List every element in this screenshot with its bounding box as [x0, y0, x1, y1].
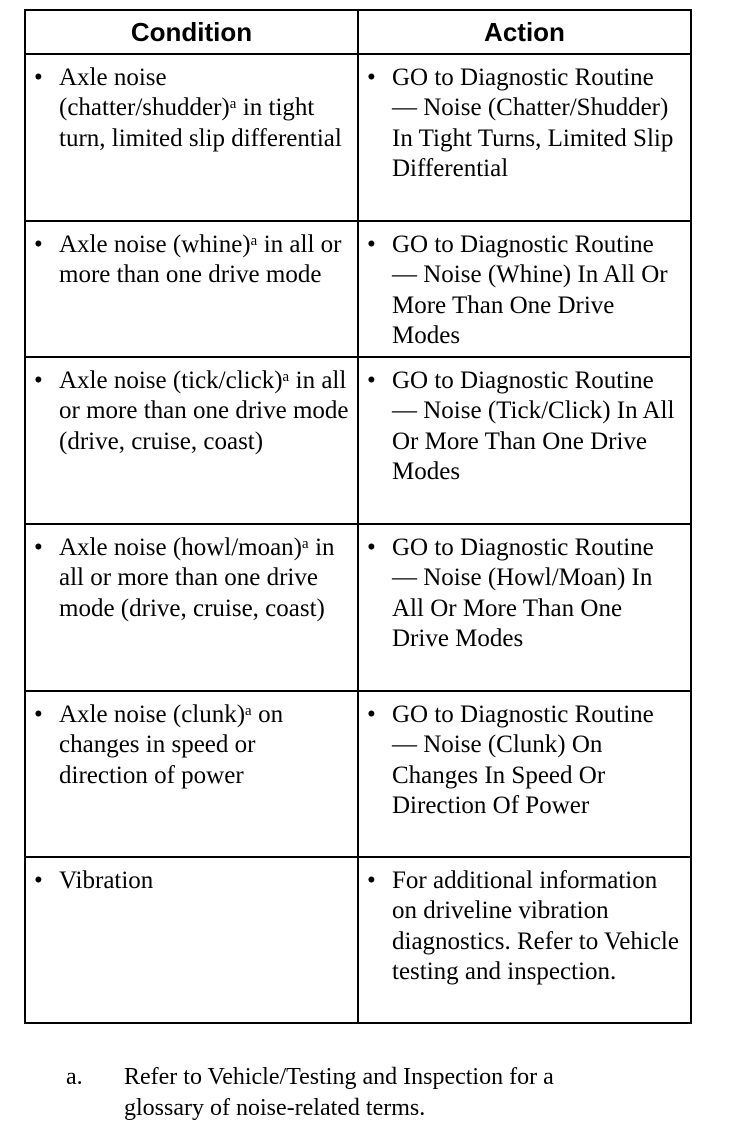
action-text: GO to Diagnostic Routine — Noise (Howl/Moan) In All Or More Than One Drive Modes: [392, 534, 654, 652]
table-row: [25, 857, 691, 1023]
condition-text: Vibration: [59, 867, 154, 894]
action-cell: [358, 357, 691, 524]
condition-cell: [25, 857, 358, 1023]
condition-cell: [25, 357, 358, 524]
condition-text: Axle noise (chatter/shudder)ᵃ in tight turn, limited slip differential: [59, 64, 342, 152]
table-row: [25, 357, 691, 524]
bullet-icon: •: [34, 231, 43, 258]
bullet-icon: •: [367, 701, 376, 728]
condition-cell: [25, 221, 358, 357]
bullet-icon: •: [34, 701, 43, 728]
action-cell: [358, 857, 691, 1023]
condition-cell: [25, 524, 358, 691]
bullet-icon: •: [34, 867, 43, 894]
condition-column-header: Condition: [25, 10, 358, 54]
condition-text: Axle noise (tick/click)ᵃ in all or more than one drive mode (drive, cruise, coast): [59, 367, 349, 455]
table-row: [25, 54, 691, 221]
table-row: [25, 524, 691, 691]
action-text: GO to Diagnostic Routine — Noise (Tick/Click) In All Or More Than One Drive Modes: [392, 367, 675, 485]
action-text: GO to Diagnostic Routine — Noise (Whine) In All Or More Than One Drive Modes: [392, 231, 668, 349]
table-row: [25, 221, 691, 357]
action-text: GO to Diagnostic Routine — Noise (Chatter/Shudder) In Tight Turns, Limited Slip Differential: [392, 64, 674, 182]
action-text: GO to Diagnostic Routine — Noise (Clunk) On Changes In Speed Or Direction Of Power: [392, 701, 654, 819]
condition-text: Axle noise (clunk)ᵃ on changes in speed or direction of power: [59, 701, 284, 789]
action-text: For additional information on driveline vibration diagnostics. Refer to Vehicle testing and inspection.: [392, 867, 679, 985]
bullet-icon: •: [34, 64, 43, 91]
action-cell: [358, 524, 691, 691]
bullet-icon: •: [34, 367, 43, 394]
condition-cell: [25, 691, 358, 857]
action-cell: [358, 54, 691, 221]
footnote-marker: a.: [66, 1064, 83, 1090]
condition-cell: [25, 54, 358, 221]
bullet-icon: •: [367, 231, 376, 258]
condition-text: Axle noise (howl/moan)ᵃ in all or more than one drive mode (drive, cruise, coast): [59, 534, 335, 622]
bullet-icon: •: [367, 367, 376, 394]
bullet-icon: •: [367, 64, 376, 91]
table-header-row: [25, 10, 691, 54]
bullet-icon: •: [367, 534, 376, 561]
table-row: [25, 691, 691, 857]
action-column-header: Action: [358, 10, 691, 54]
diagnostic-table: [24, 9, 692, 1024]
condition-text: Axle noise (whine)ᵃ in all or more than one drive mode: [59, 231, 342, 289]
action-cell: [358, 691, 691, 857]
footnote-text: Refer to Vehicle/Testing and Inspection for a glossary of noise-related terms.: [124, 1064, 554, 1121]
bullet-icon: •: [34, 534, 43, 561]
bullet-icon: •: [367, 867, 376, 894]
action-cell: [358, 221, 691, 357]
